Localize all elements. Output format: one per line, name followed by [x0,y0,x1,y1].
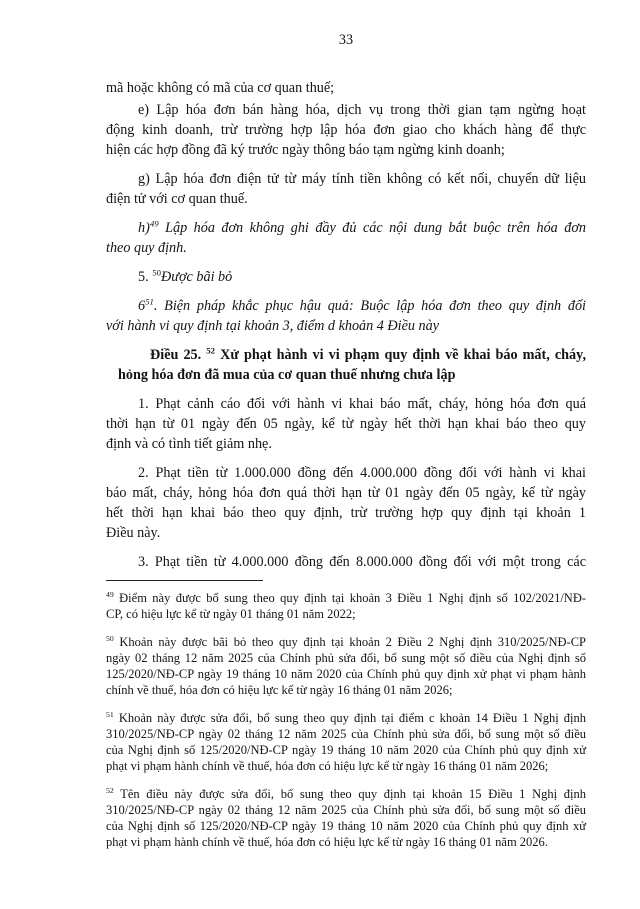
clause-5 [106,267,586,287]
footnote-line: 310/2025/NĐ-CP ngày 02 tháng 12 năm 2025 của Chính phủ sửa đổi, bổ sung một số điều [106,803,586,817]
continuation-line: mã hoặc không có mã của cơ quan thuế; [106,80,335,96]
footnote-number: 49 [106,589,114,599]
continuation-paragraph [106,78,586,98]
footnote-text: Khoản này được bãi bỏ theo quy định tại khoản 2 Điều 2 Nghị định 310/2025/NĐ-CP [119,635,586,649]
point-e [106,100,586,160]
footnote-51 [106,710,586,774]
footnote-text: Khoản này được sửa đổi, bổ sung theo quy định tại điểm c khoản 14 Điều 1 Nghị định [118,711,587,725]
footnote-line: phạt vi phạm hành chính về thuế, hóa đơn có hiệu lực kể từ ngày 16 tháng 01 năm 2026; [106,759,549,773]
clause-6-label: 6 [138,298,146,314]
clause-5-label: 5. [138,269,149,285]
point-e-line: e) Lập hóa đơn bán hàng hóa, dịch vụ trong thời gian tạm ngừng hoạt [138,102,586,118]
footnote-line [106,710,586,726]
footnote-line [106,634,586,650]
point-g-line: g) Lập hóa đơn điện tử từ máy tính tiền không có kết nối, chuyển dữ liệu [138,171,586,187]
footnote-line: 310/2025/NĐ-CP ngày 02 tháng 12 năm 2025 của Chính phủ sửa đổi, bổ sung một số điều [106,727,586,741]
footnote-number: 52 [106,785,114,795]
article-clause-line: 3. Phạt tiền từ 4.000.000 đồng đến 8.000.000 đồng đối với một trong các [138,554,586,570]
point-h-line: theo quy định. [106,240,187,256]
clause-6 [106,296,586,336]
clause-6-line: với hành vi quy định tại khoản 3, điểm d khoản 4 Điều này [106,318,440,334]
clause-6-line [106,296,586,316]
clause-5-text: Được bãi bỏ [160,269,233,285]
footnote-line: của Nghị định số 125/2020/NĐ-CP ngày 19 tháng 10 năm 2020 của Chính phủ quy định xử [106,819,586,833]
point-h-text: Lập hóa đơn không ghi đầy đủ các nội dung bắt buộc trên hóa đơn [165,220,586,236]
article-heading-line [118,345,586,365]
article-clause-1 [106,394,586,454]
article-heading [106,345,586,385]
article-clause-line: 1. Phạt cảnh cáo đối với hành vi khai báo mất, cháy, hỏng hóa đơn quá [138,396,586,412]
footnote-line [106,786,586,802]
point-h-label: h) [138,220,150,236]
article-clause-line: thời hạn từ 01 ngày đến 05 ngày, kể từ ngày hết thời hạn khai báo theo quy [106,416,586,432]
footnote-line: ngày 02 tháng 12 năm 2025 của Chính phủ sửa đổi, bổ sung một số điều của Nghị định số [106,651,586,665]
footnote-49 [106,590,586,622]
footnote-line: CP, có hiệu lực kể từ ngày 01 tháng 01 năm 2022; [106,607,356,621]
footnote-ref: 52 [206,345,216,356]
point-h [106,218,586,258]
article-heading-line: hỏng hóa đơn đã mua của cơ quan thuế nhưng chưa lập [118,367,456,383]
footnote-ref: 51 [145,296,154,307]
page-number: 33 [338,32,354,48]
point-g-line: điện tử với cơ quan thuế. [106,191,248,207]
footnote-text: Tên điều này được sửa đổi, bổ sung theo quy định tại khoản 15 Điều 1 Nghị định [120,787,586,801]
footnote-line: phạt vi phạm hành chính về thuế, hóa đơn có hiệu lực kể từ ngày 16 tháng 01 năm 2026. [106,835,548,849]
footnote-50 [106,634,586,698]
article-clause-line: Điều này. [106,525,161,541]
point-e-line: hiện các hợp đồng đã ký trước ngày thông báo tạm ngừng kinh doanh; [106,142,505,158]
footnotes [106,590,586,862]
article-clause-line: báo mất, cháy, hỏng hóa đơn quá thời hạn từ 01 ngày đến 05 ngày, kể từ ngày [106,485,586,501]
article-clause-line: 2. Phạt tiền từ 1.000.000 đồng đến 4.000.000 đồng đối với hành vi khai [138,465,586,481]
footnote-line: chính về thuế, hóa đơn có hiệu lực kể từ ngày 16 tháng 01 năm 2026; [106,683,453,697]
footnote-ref: 50 [152,267,161,278]
article-clause-3 [106,552,586,572]
point-e-line: động kinh doanh, trừ trường hợp lập hóa đơn giao cho khách hàng để thực [106,122,586,138]
article-clause-2 [106,463,586,543]
article-clause-line: hết thời hạn khai báo theo quy định, trừ trường hợp quy định tại khoản 1 [106,505,586,521]
footnote-line [106,590,586,606]
footnote-separator [106,580,263,581]
footnote-line: 125/2020/NĐ-CP ngày 19 tháng 10 năm 2020 của Chính phủ quy định xử phạt vi phạm hành [106,667,586,681]
clause-6-text: . Biện pháp khắc phục hậu quả: Buộc lập hóa đơn theo quy định đối [153,298,586,314]
footnote-ref: 49 [149,218,159,229]
clause-5-line [106,267,586,287]
document-body [106,78,586,581]
point-g [106,169,586,209]
article-clause-line: định và có tình tiết giảm nhẹ. [106,436,272,452]
point-h-line [106,218,586,238]
footnote-number: 51 [106,709,114,719]
footnote-number: 50 [106,633,114,643]
footnote-text: Điểm này được bổ sung theo quy định tại khoản 3 Điều 1 Nghị định số 102/2021/NĐ- [119,591,587,605]
article-label: Điều 25. [150,347,202,363]
footnote-52 [106,786,586,850]
footnote-line: của Nghị định số 125/2020/NĐ-CP ngày 19 tháng 10 năm 2020 của Chính phủ quy định xử [106,743,586,757]
article-title: Xử phạt hành vi vi phạm quy định về khai báo mất, cháy, [220,347,587,363]
